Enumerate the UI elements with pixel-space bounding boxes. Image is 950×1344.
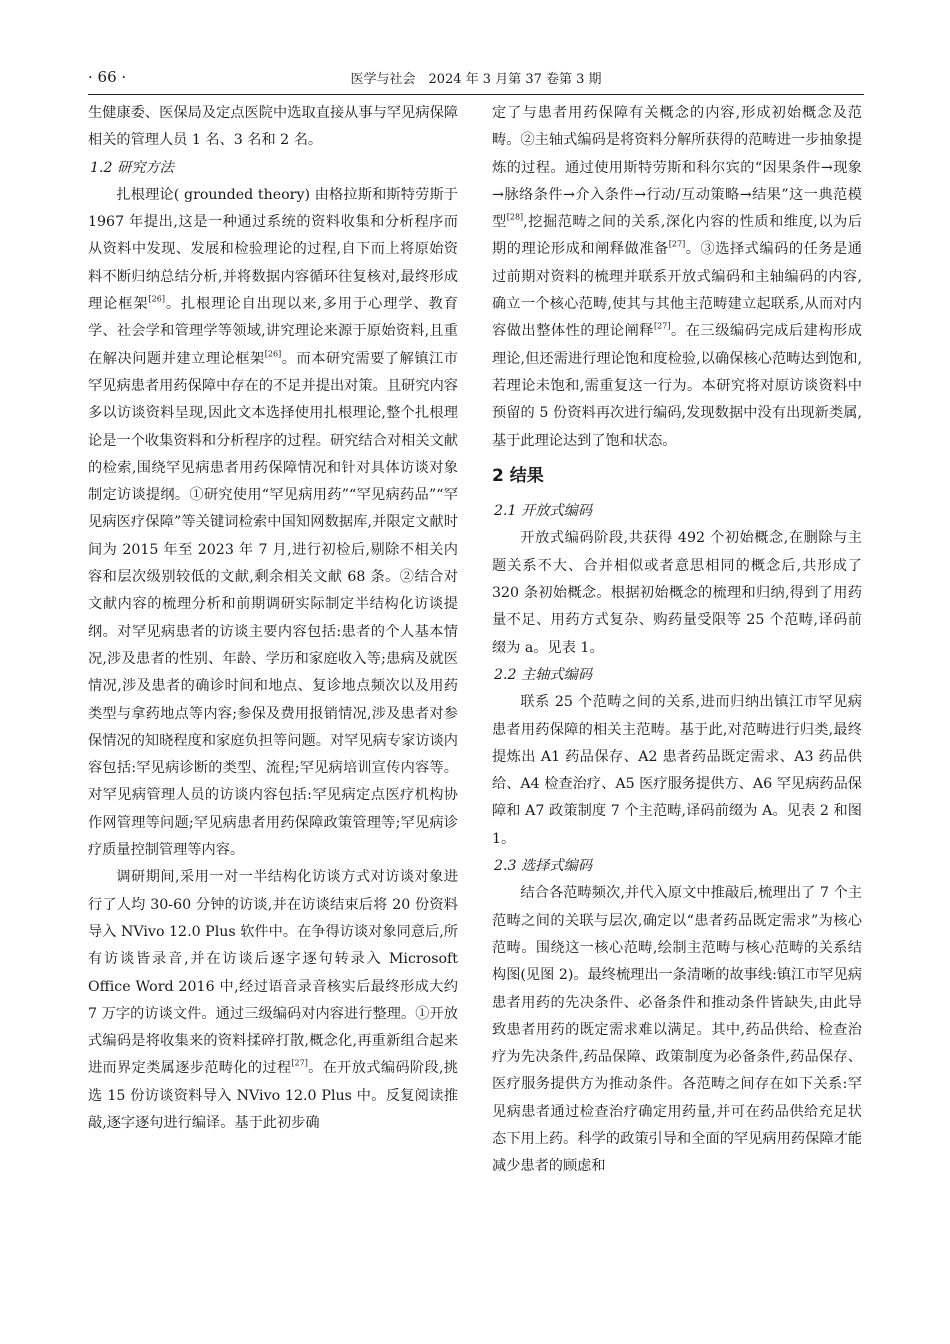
- running-header: [88, 66, 864, 95]
- section-heading-2: 2 结果: [492, 465, 544, 486]
- citation-ref: [27]: [291, 1059, 308, 1068]
- paragraph: 调研期间,采用一对一半结构化访谈方式对访谈对象进行了人均 30-60 分钟的访谈,并在访谈结束后将 20 份资料导入 NVivo 12.0 Plus 软件中。在争得访谈对象同意后,所有访谈皆录音,并在访谈后逐字逐句转录入 Microsoft Office Word 2016 中,经过语音录音核实后最终形成大约 7 万字的访谈文件。通过三级编码对内容进行整理。①开放式编码是将收集来的资料揉碎打散,概念化,再重新组合起来进而界定类属逐步范畴化的过程[27]。在开放式编码阶段,挑选 15 份访谈资料导入 NVivo 12.0 Plus 中。反复阅读推敲,逐字逐句进行编译。基于此初步确: [88, 869, 458, 1131]
- citation-ref: [26]: [264, 349, 282, 359]
- paragraph: 开放式编码阶段,共获得 492 个初始概念,在删除与主题关系不大、合并相似或者意思相同的概念后,共形成了 320 条初始概念。根据初始概念的梳理和归纳,得到了用药量不足、用药方式复杂、购药量受限等 25 个范畴,译码前缀为 a。见表 1。: [492, 530, 862, 656]
- page-number: · 66 ·: [88, 68, 127, 86]
- paragraph: 定了与患者用药保障有关概念的内容,形成初始概念及范畴。②主轴式编码是将资料分解所获得的范畴进一步抽象提炼的过程。通过使用斯特劳斯和科尔宾的“因果条件→现象→脉络条件→介入条件→行动/互动策略→结果”这一典范模型[28],挖掘范畴之间的关系,深化内容的性质和维度,以为后期的理论形成和阐释做准备[27]。③选择式编码的任务是通过前期对资料的梳理并联系开放式编码和主轴编码的内容,确立一个核心范畴,使其与其他主范畴建立起联系,从而对内容做出整体性的理论阐释[27]。在三级编码完成后建构形成理论,但还需进行理论饱和度检验,以确保核心范畴达到饱和,若理论未饱和,需重复这一行为。本研究将对原访谈资料中预留的 5 份资料再次进行编码,发现数据中没有出现新类属,基于此理论达到了饱和状态。: [492, 105, 862, 449]
- section-heading-2-3: 2.3 选择式编码: [494, 858, 593, 875]
- section-heading-1-2: 1.2 研究方法: [90, 159, 174, 176]
- journal-citation: 医学与社会 2024 年 3 月第 37 卷第 3 期: [350, 72, 602, 87]
- citation-ref: [27]: [654, 321, 671, 331]
- citation-ref: [28]: [506, 212, 524, 222]
- paragraph: 结合各范畴频次,并代入原文中推敲后,梳理出了 7 个主范畴之间的关联与层次,确定以“患者药品既定需求”为核心范畴。围绕这一核心范畴,绘制主范畴与核心范畴的关系结构图(见图 2)。最终梳理出一条清晰的故事线:镇江市罕见病患者用药的先决条件、必备条件和推动条件皆缺失,由此导致患者用药的既定需求难以满足。其中,药品供给、检查治疗为先决条件,药品保障、政策制度为必备条件,药品保存、医疗服务提供方为推动条件。各范畴之间存在如下关系:罕见病患者通过检查治疗确定用药量,并可在药品供给充足状态下用上药。科学的政策引导和全面的罕见病用药保障才能减少患者的顾虑和: [492, 885, 862, 1175]
- citation-ref: [27]: [668, 240, 686, 250]
- paragraph: 联系 25 个范畴之间的关系,进而归纳出镇江市罕见病患者用药保障的相关主范畴。基于此,对范畴进行归类,最终提炼出 A1 药品保存、A2 患者药品既定需求、A3 药品供给、A4 检查治疗、A5 医疗服务提供方、A6 罕见病药品保障和 A7 政策制度 7 个主范畴,译码前缀为 A。见表 2 和图 1。: [492, 694, 862, 847]
- paragraph: 扎根理论( grounded theory) 由格拉斯和斯特劳斯于 1967 年提出,这是一种通过系统的资料收集和分析程序而从资料中发现、发展和检验理论的过程,自下而上将原始资料不断归纳总结分析,并将数据内容循环往复核对,最终形成理论框架[26]。扎根理论自出现以来,多用于心理学、教育学、社会学和管理学等领域,讲究理论来源于原始资料,且重在解决问题并建立理论框架[26]。而本研究需要了解镇江市罕见病患者用药保障中存在的不足并提出对策。且研究内容多以访谈资料呈现,因此文本选择使用扎根理论,整个扎根理论是一个收集资料和分析程序的过程。研究结合对相关文献的检索,围绕罕见病患者用药保障情况和针对具体访谈对象制定访谈提纲。①研究使用“罕见病用药”“罕见病药品”“罕见病医疗保障”等关键词检索中国知网数据库,并限定文献时间为 2015 年至 2023 年 7 月,进行初检后,剔除不相关内容和层次级别较低的文献,剩余相关文献 68 条。②结合对文献内容的梳理分析和前期调研实际制定半结构化访谈提纲。对罕见病患者的访谈主要内容包括:患者的个人基本情况,涉及患者的性别、年龄、学历和家庭收入等;患病及就医情况,涉及患者的确诊时间和地点、复诊地点频次以及用药类型与拿药地点等内容;参保及费用报销情况,涉及患者对参保情况的知晓程度和家庭负担等问题。对罕见病专家访谈内容包括:罕见病诊断的类型、流程;罕见病培训宣传内容等。对罕见病管理人员的访谈内容包括:罕见病定点医疗机构协作网管理等问题;罕见病患者用药保障政策管理等;罕见病诊疗质量控制管理等内容。: [88, 186, 458, 859]
- left-column: [88, 100, 458, 1137]
- section-heading-2-1: 2.1 开放式编码: [494, 503, 593, 520]
- paragraph: 生健康委、医保局及定点医院中选取直接从事与罕见病保障相关的管理人员 1 名、3 名和 2 名。: [88, 105, 458, 149]
- right-column: [492, 100, 862, 1181]
- section-heading-2-2: 2.2 主轴式编码: [494, 666, 593, 683]
- citation-ref: [26]: [148, 294, 165, 304]
